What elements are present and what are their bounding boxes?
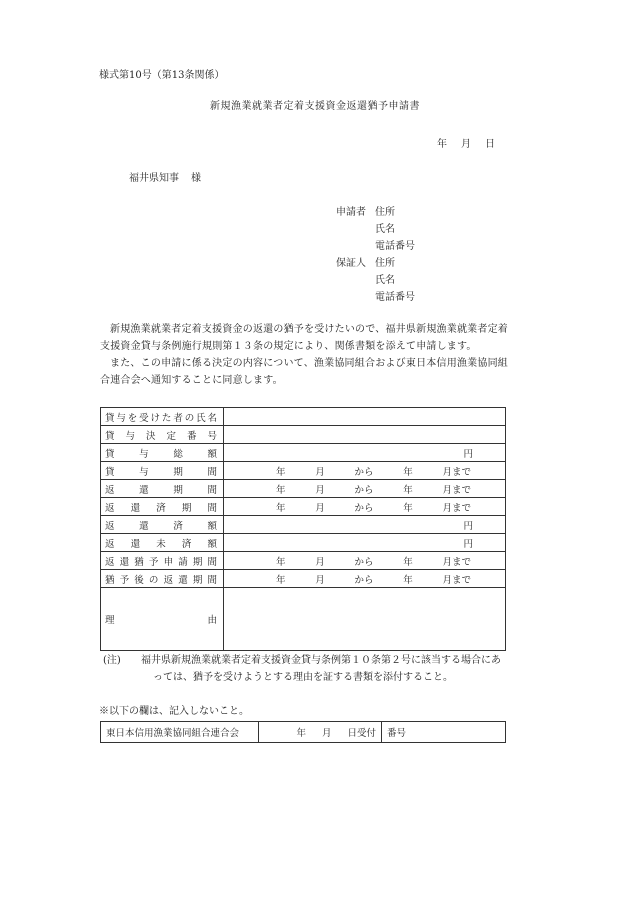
period-range	[228, 482, 501, 496]
period-m1: 月	[315, 556, 325, 568]
statement-paragraph-1: 新規漁業就業者定着支援資金の返還の猶予を受けたいので、福井県新規漁業就業者定着支援資金貸与条例施行規則第１３条の規定により、関係書類を添えて申請します。	[100, 324, 508, 352]
application-table	[100, 407, 506, 651]
period-from: から	[354, 556, 374, 568]
footnote	[103, 652, 508, 686]
table-row	[101, 462, 506, 480]
period-range	[228, 500, 501, 514]
period-m2: 月まで	[442, 502, 471, 514]
yen-unit: 円	[463, 520, 473, 532]
office-month: 月	[321, 728, 332, 739]
table-row	[101, 426, 506, 444]
guarantor-address: 住所	[375, 258, 395, 269]
period-y1: 年	[276, 466, 286, 478]
period-from: から	[354, 484, 374, 496]
row-value[interactable]	[224, 480, 506, 498]
office-year: 年	[296, 728, 306, 739]
row-value[interactable]	[224, 534, 506, 552]
period-y2: 年	[403, 574, 413, 586]
period-m1: 月	[315, 574, 325, 586]
office-org: 東日本信用漁業協同組合連合会	[101, 722, 259, 743]
period-y1: 年	[276, 484, 286, 496]
date-month: 月	[461, 139, 471, 150]
period-y2: 年	[403, 484, 413, 496]
row-label: 貸与決定番号	[101, 426, 224, 444]
addressee-honorific: 様	[191, 173, 201, 184]
row-label: 貸与期間	[101, 462, 224, 480]
row-label: 貸与総額	[101, 444, 224, 462]
office-number: 番号	[382, 722, 506, 743]
period-m2: 月まで	[442, 574, 471, 586]
document-title: 新規漁業就業者定着支援資金返還猶予申請書	[210, 101, 420, 112]
date-day: 日	[485, 139, 495, 150]
row-label: 返還猶予申請期間	[101, 552, 224, 570]
row-value[interactable]	[224, 552, 506, 570]
row-label: 返還済期間	[101, 498, 224, 516]
row-label: 猶予後の返還期間	[101, 570, 224, 588]
guarantor-phone: 電話番号	[375, 292, 415, 303]
row-label: 理由	[101, 588, 224, 651]
row-label: 貸与を受けた者の氏名	[101, 408, 224, 426]
application-statement	[100, 321, 508, 389]
period-range	[228, 572, 501, 586]
period-m2: 月まで	[442, 466, 471, 478]
table-row	[101, 444, 506, 462]
table-row	[101, 534, 506, 552]
table-row	[101, 570, 506, 588]
note-line-2: っては、猶予を受けようとする理由を証する書類を添付すること。	[153, 672, 453, 683]
form-number: 様式第10号（第13条関係）	[99, 70, 225, 81]
period-y1: 年	[276, 574, 286, 586]
table-row	[101, 588, 506, 651]
statement-paragraph-2: また、この申請に係る決定の内容について、漁業協同組合および東日本信用漁業協同組合連合会へ通知することに同意します。	[100, 358, 508, 386]
period-y2: 年	[403, 466, 413, 478]
office-use-table	[100, 721, 506, 743]
period-range	[228, 464, 501, 478]
period-from: から	[354, 466, 374, 478]
row-label: 返還未済額	[101, 534, 224, 552]
row-value[interactable]	[224, 498, 506, 516]
period-y1: 年	[276, 502, 286, 514]
table-row	[101, 408, 506, 426]
row-value[interactable]	[224, 444, 506, 462]
yen-unit: 円	[463, 448, 473, 460]
applicant-address: 住所	[375, 207, 395, 218]
office-received-date	[259, 722, 382, 743]
table-row	[101, 480, 506, 498]
period-m1: 月	[315, 502, 325, 514]
applicant-role: 申請者	[336, 207, 366, 218]
applicant-phone: 電話番号	[375, 241, 415, 252]
table-row	[101, 498, 506, 516]
office-use-remark: ※以下の欄は、記入しないこと。	[99, 706, 249, 717]
office-received: 日受付	[347, 728, 376, 739]
row-value[interactable]	[224, 426, 506, 444]
period-y1: 年	[276, 556, 286, 568]
period-m2: 月まで	[442, 556, 471, 568]
row-value[interactable]	[224, 462, 506, 480]
period-m1: 月	[315, 466, 325, 478]
period-m1: 月	[315, 484, 325, 496]
note-line-1: 福井県新規漁業就業者定着支援資金貸与条例第１０条第２号に該当する場合にあ	[141, 655, 501, 666]
addressee-name: 福井県知事	[129, 173, 179, 184]
row-label: 返還済額	[101, 516, 224, 534]
row-value[interactable]	[224, 588, 506, 651]
table-row	[101, 516, 506, 534]
period-y2: 年	[403, 556, 413, 568]
period-m2: 月まで	[442, 484, 471, 496]
period-range	[228, 554, 501, 568]
period-y2: 年	[403, 502, 413, 514]
row-value[interactable]	[224, 516, 506, 534]
date-year: 年	[437, 139, 447, 150]
period-from: から	[354, 574, 374, 586]
applicant-name: 氏名	[375, 224, 395, 235]
row-value[interactable]	[224, 570, 506, 588]
period-from: から	[354, 502, 374, 514]
note-label: (注)	[103, 655, 121, 666]
table-row	[101, 552, 506, 570]
row-label: 返還期間	[101, 480, 224, 498]
guarantor-name: 氏名	[375, 275, 395, 286]
guarantor-role: 保証人	[336, 258, 366, 269]
date-line	[437, 135, 495, 150]
row-value[interactable]	[224, 408, 506, 426]
yen-unit: 円	[463, 538, 473, 550]
addressee	[129, 169, 201, 184]
